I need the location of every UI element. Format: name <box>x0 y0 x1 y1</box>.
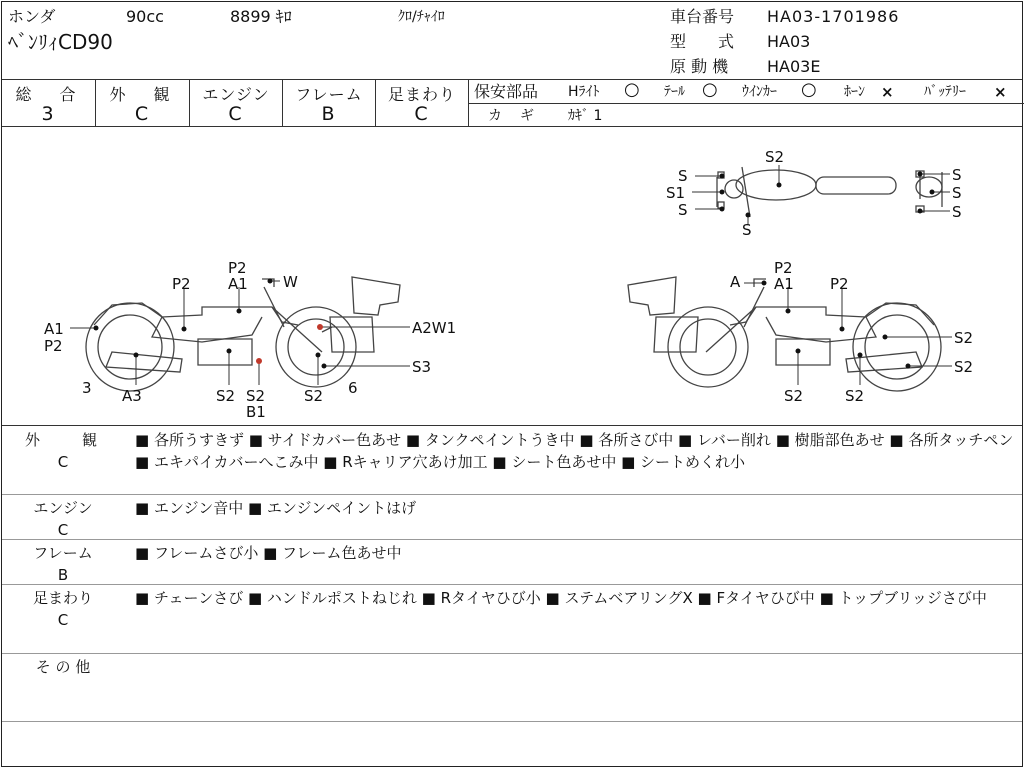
safety-mark-horn: × <box>881 83 894 101</box>
top-view-bike <box>717 167 942 217</box>
top-s-label: S <box>952 166 962 184</box>
right-a-label: A <box>730 273 741 291</box>
left-b1-label: B1 <box>246 403 266 421</box>
left-w-label: W <box>283 273 298 291</box>
safety-item-winker: ｳｲﾝｶｰ <box>742 84 777 100</box>
left-number-label: 3 <box>82 379 92 397</box>
left-s2-label: S2 <box>246 387 266 405</box>
overall-grade: 3 <box>41 103 56 125</box>
right-s2-label: S2 <box>954 329 974 347</box>
top-s2-label: S2 <box>765 148 785 166</box>
top-s-label: S <box>952 184 962 202</box>
remark-text-engine: ■ エンジン音中 ■ エンジンペイントはげ <box>135 499 417 517</box>
divider <box>2 79 1022 80</box>
inspection-sheet <box>1 1 1023 767</box>
divider <box>2 653 1022 654</box>
divider <box>2 539 1022 540</box>
right-a1-label: A1 <box>774 275 794 293</box>
mileage: 8899 ｷﾛ <box>230 7 292 26</box>
top-s-label: S <box>678 201 688 219</box>
remark-label-other: そ の 他 <box>35 658 91 676</box>
right-s2-label: S2 <box>784 387 804 405</box>
remark-grade-suspension: C <box>57 611 69 629</box>
safety-item-horn: ﾎｰﾝ <box>844 84 865 100</box>
color: ｸﾛ/ﾁｬｲﾛ <box>398 9 445 25</box>
right-p2-tank-label: P2 <box>830 275 849 293</box>
remark-label-engine: エンジン <box>33 499 93 517</box>
safety-item-headlight: Hﾗｲﾄ <box>568 84 600 100</box>
remark-text-exterior: ■ 各所うすきず ■ サイドカバー色あせ ■ タンクペイントうき中 ■ 各所さび中 ■ レバー削れ ■ 樹脂部色あせ ■ 各所タッチペン ■ エキパイカバーへこみ中 ■ Rキャリア穴あけ加工 ■ シート色あせ中 ■ シートめくれ小 <box>135 431 1014 471</box>
divider <box>468 79 469 126</box>
engine-label: 原 動 機 <box>670 57 729 76</box>
overall-label: 総 合 <box>15 85 82 104</box>
exterior-grade: C <box>134 103 151 125</box>
right-p2-label: P2 <box>774 259 793 277</box>
remark-grade-engine: C <box>57 521 69 539</box>
safety-item-battery: ﾊﾞｯﾃﾘｰ <box>924 84 966 100</box>
left-s3-label: S3 <box>412 358 432 376</box>
model-value: HA03 <box>767 32 811 51</box>
left-number-label: 6 <box>348 379 358 397</box>
left-s2-label: S2 <box>216 387 236 405</box>
divider <box>469 103 1024 104</box>
left-p2-label: P2 <box>228 259 247 277</box>
right-s2-label: S2 <box>954 358 974 376</box>
divider <box>2 721 1022 722</box>
safety-mark-headlight: ○ <box>624 79 640 100</box>
left-view-bike <box>86 277 400 391</box>
top-s-label: S <box>678 167 688 185</box>
model-label: 型 式 <box>670 32 735 51</box>
safety-mark-winker: ○ <box>801 79 817 100</box>
safety-label: 保安部品 <box>474 82 539 101</box>
top-s1-label: S1 <box>666 184 686 202</box>
remark-grade-exterior: C <box>57 453 69 471</box>
safety-mark-tail: ○ <box>702 79 718 100</box>
remark-grade-frame: B <box>57 566 69 584</box>
suspension-label: 足まわり <box>387 85 456 104</box>
chassis-label: 車台番号 <box>670 7 735 26</box>
engine-grade-label: エンジン <box>202 85 270 104</box>
left-s2-label: S2 <box>304 387 324 405</box>
suspension-grade: C <box>414 103 430 125</box>
top-s-label: S <box>952 203 962 221</box>
divider <box>2 425 1022 426</box>
remark-text-suspension: ■ チェーンさび ■ ハンドルポストねじれ ■ Rタイヤひび小 ■ ステムベアリングX ■ Fタイヤひび中 ■ トップブリッジさび中 <box>135 589 987 607</box>
damage-diagram <box>2 127 1024 425</box>
key-value: ｶｷﾞ 1 <box>568 108 603 124</box>
left-p2-front-label: P2 <box>44 337 63 355</box>
maker: ホンダ <box>8 7 56 26</box>
engine-grade: C <box>228 103 244 125</box>
frame-label: フレーム <box>295 85 363 104</box>
left-a1-front-label: A1 <box>44 320 64 338</box>
remark-label-frame: フレーム <box>33 544 93 562</box>
divider <box>2 584 1022 585</box>
engine-value: HA03E <box>767 57 821 76</box>
right-view-bike <box>628 277 941 391</box>
remark-label-exterior: 外 観 <box>24 431 101 449</box>
left-a3-label: A3 <box>122 387 142 405</box>
right-s2-label: S2 <box>845 387 865 405</box>
top-s-label: S <box>742 221 752 239</box>
chassis-value: HA03-1701986 <box>767 7 900 26</box>
remark-text-frame: ■ フレームさび小 ■ フレーム色あせ中 <box>135 544 402 562</box>
frame-grade: B <box>321 103 337 125</box>
displacement: 90cc <box>126 7 164 26</box>
model-name: ﾍﾞﾝﾘｨCD90 <box>8 30 113 54</box>
remark-label-suspension: 足まわり <box>32 589 93 607</box>
safety-mark-battery: × <box>994 83 1007 101</box>
key-label: カ ギ <box>488 108 536 124</box>
left-a2w1-label: A2W1 <box>412 319 457 337</box>
left-a1-label: A1 <box>228 275 248 293</box>
left-p2-tank-label: P2 <box>172 275 191 293</box>
safety-item-tail: ﾃｰﾙ <box>664 84 685 100</box>
divider <box>2 494 1022 495</box>
exterior-label: 外 観 <box>109 85 176 104</box>
